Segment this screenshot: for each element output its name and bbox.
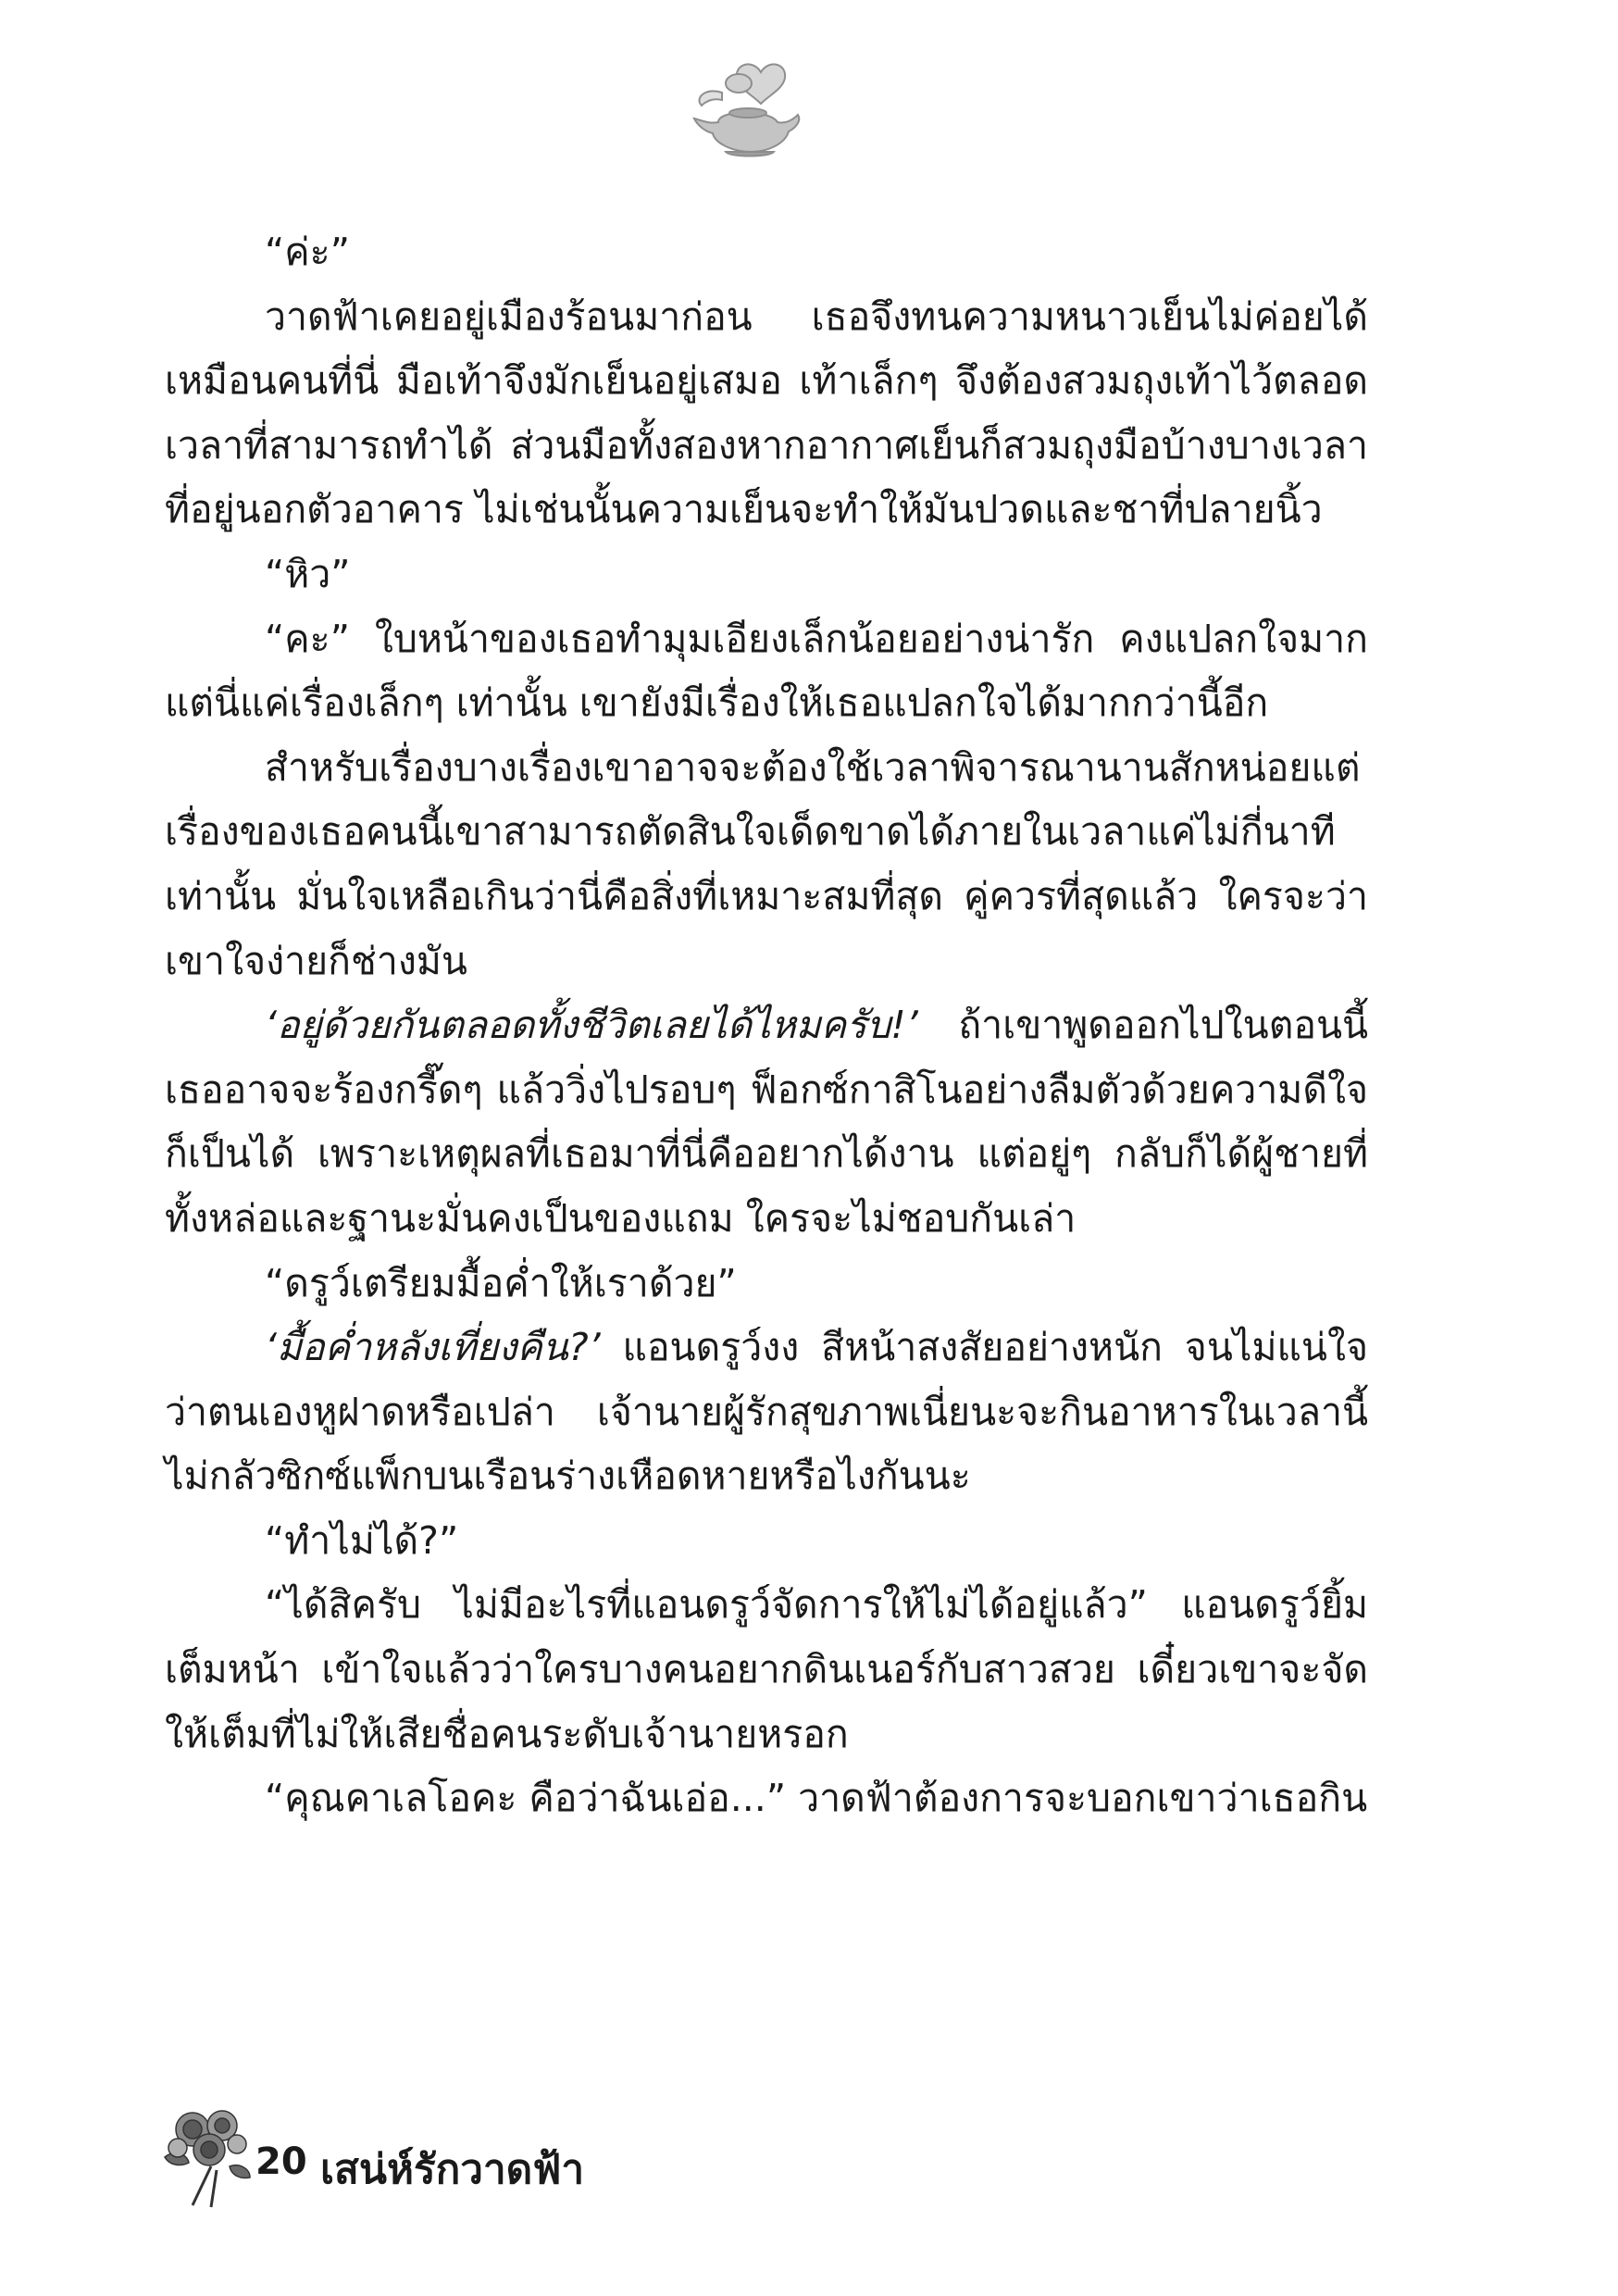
book-title: เสน่ห์รักวาดฟ้า bbox=[320, 2146, 585, 2193]
page-number: 20 bbox=[255, 2140, 307, 2183]
paragraph: “ทำไม่ได้?” bbox=[265, 1517, 459, 1563]
body-text bbox=[165, 220, 1368, 1831]
rose-bouquet-icon bbox=[156, 2102, 255, 2211]
italic-thought: ‘อยู่ด้วยกันตลอดทั้งชีวิตเลยได้ไหมครับ!’ bbox=[265, 1003, 918, 1048]
cupid-teapot-icon bbox=[685, 56, 815, 167]
paragraph: วาดฟ้าเคยอยู่เมืองร้อนมาก่อน เธอจึงทนความหนาวเย็นไม่ค่อยได้เหมือนคนที่นี่ มือเท้าจึงมักเย็นอยู่เสมอ เท้าเล็กๆ จึงต้องสวมถุงเท้าไว้ตลอดเวลาที่สามารถทำได้ ส่วนมือทั้งสองหากอากาศเย็นก็สวมถุงมือบ้างบางเวลาที่อยู่นอกตัวอาคาร ไม่เช่นนั้นความเย็นจะทำให้มันปวดและชาที่ปลายนิ้ว bbox=[165, 293, 1368, 532]
paragraph: สำหรับเรื่องบางเรื่องเขาอาจจะต้องใช้เวลาพิจารณานานสักหน่อยแต่เรื่องของเธอคนนี้เขาสามารถตัดสินใจเด็ดขาดได้ภายในเวลาแค่ไม่กี่นาทีเท่านั้น มั่นใจเหลือเกินว่านี่คือสิ่งที่เหมาะสมที่สุด คู่ควรที่สุดแล้ว ใครจะว่าเขาใจง่ายก็ช่างมัน bbox=[165, 744, 1368, 983]
paragraph: “ดรูว์เตรียมมื้อค่ำให้เราด้วย” bbox=[265, 1260, 737, 1305]
paragraph: “หิว” bbox=[265, 551, 351, 596]
paragraph bbox=[165, 1316, 1368, 1509]
paragraph: “ค่ะ” bbox=[265, 230, 350, 274]
page-footer bbox=[156, 2102, 803, 2213]
paragraph: “คะ” ใบหน้าของเธอทำมุมเอียงเล็กน้อยอย่างน่ารัก คงแปลกใจมากแต่นี่แค่เรื่องเล็กๆ เท่านั้น เขายังมีเรื่องให้เธอแปลกใจได้มากกว่านี้อีก bbox=[165, 616, 1368, 726]
paragraph-text: แอนดรูว์งง สีหน้าสงสัยอย่างหนัก จนไม่แน่ใจว่าตนเองหูฝาดหรือเปล่า เจ้านายผู้รักสุขภาพเนี่ยนะจะกินอาหารในเวลานี้ ไม่กลัวซิกซ์แพ็กบนเรือนร่างเหือดหายหรือไงกันนะ bbox=[165, 1325, 1368, 1499]
paragraph-text: ถ้าเขาพูดออกไปในตอนนี้เธออาจจะร้องกรี๊ดๆ แล้ววิ่งไปรอบๆ ฟ็อกซ์กาสิโนอย่างลืมตัวด้วยความดีใจก็เป็นได้ เพราะเหตุผลที่เธอมาที่นี่คืออยากได้งาน แต่อยู่ๆ กลับก็ได้ผู้ชายที่ทั้งหล่อและฐานะมั่นคงเป็นของแถม ใครจะไม่ชอบกันเล่า bbox=[165, 1003, 1368, 1241]
italic-thought: ‘มื้อค่ำหลังเที่ยงคืน?’ bbox=[265, 1325, 601, 1370]
paragraph bbox=[165, 993, 1368, 1251]
paragraph: “คุณคาเลโอคะ คือว่าฉันเอ่อ...” วาดฟ้าต้องการจะบอกเขาว่าเธอกิน bbox=[265, 1776, 1368, 1821]
paragraph: “ได้สิครับ ไม่มีอะไรที่แอนดรูว์จัดการให้ไม่ได้อยู่แล้ว” แอนดรูว์ยิ้มเต็มหน้า เข้าใจแล้วว่าใครบางคนอยากดินเนอร์กับสาวสวย เดี๋ยวเขาจะจัดให้เต็มที่ไม่ให้เสียชื่อคนระดับเจ้านายหรอก bbox=[165, 1582, 1368, 1756]
